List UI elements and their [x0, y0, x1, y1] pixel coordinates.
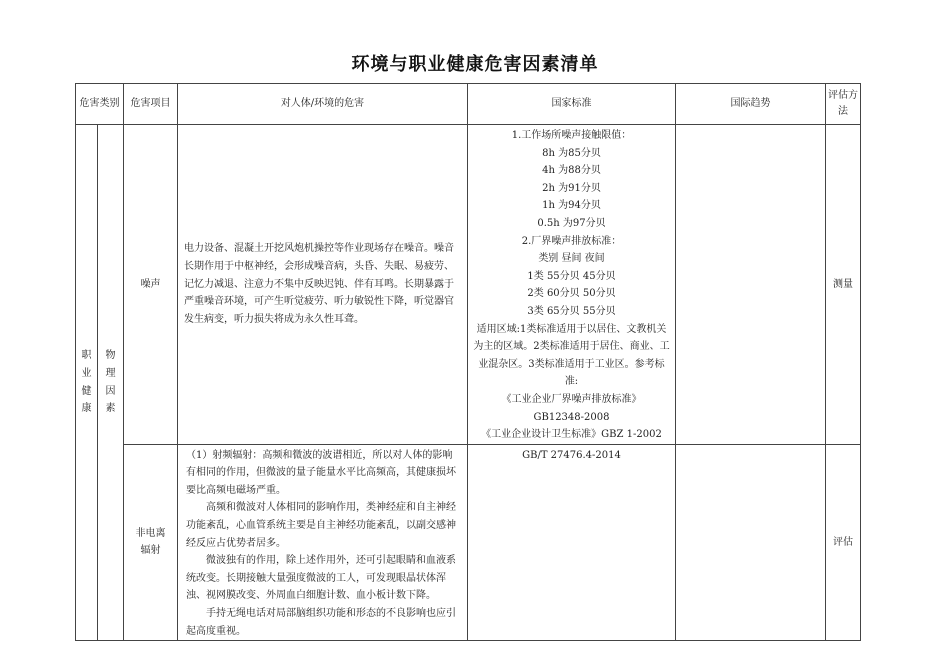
header-harm: 对人体/环境的危害: [178, 84, 468, 125]
radiation-harm-paragraph: 高频和微波对人体相同的影响作用，类神经症和自主神经功能紊乱，心血管系统主要是自主神经功能紊乱，以副交感神经反应占优势者居多。: [186, 502, 456, 549]
header-item: 危害项目: [124, 84, 178, 125]
category-main-char: 康: [81, 403, 92, 415]
radiation-harm-paragraph: 微波独有的作用，除上述作用外，还可引起眼睛和血液系统改变。长期接触大量强度微波的工人，可发现眼晶状体浑浊、视网膜改变、外周血白细胞计数、血小板计数下降。: [186, 555, 456, 602]
radiation-item: [124, 444, 178, 641]
noise-item: 噪声: [124, 125, 178, 445]
radiation-standard: GB/T 27476.4-2014: [468, 444, 676, 641]
category-main-cell: [76, 125, 98, 641]
radiation-harm: [178, 444, 468, 641]
table-row-radiation: [76, 444, 861, 641]
header-row: [76, 84, 861, 125]
noise-standard: [468, 125, 676, 445]
noise-method: 测量: [826, 125, 861, 445]
standard-line: 0.5h 为97分贝: [537, 217, 606, 229]
standard-line: 1h 为94分贝: [542, 200, 601, 212]
category-main-char: 业: [81, 368, 92, 380]
standard-ref: 《工业企业厂界噪声排放标准》: [501, 393, 642, 405]
standard-line: 类别 昼间 夜间: [538, 253, 605, 265]
header-national-standard: 国家标准: [468, 84, 676, 125]
standard-line: 3类 65分贝 55分贝: [527, 305, 616, 317]
radiation-harm-paragraph: （1）射频辐射：高频和微波的波谱相近，所以对人体的影响有相同的作用，但微波的量子能量水平比高频高，其健康损坏要比高频电磁场严重。: [186, 449, 456, 496]
table-row-noise: [76, 125, 861, 445]
noise-international: [676, 125, 826, 445]
hazard-table: [75, 83, 861, 641]
category-main-char: 健: [81, 385, 92, 397]
standard-line: 4h 为88分贝: [542, 165, 601, 177]
category-main-char: 职: [81, 350, 92, 362]
header-method: 评估方法: [826, 84, 861, 125]
standard-line: 2类 60分贝 50分贝: [527, 288, 616, 300]
standard-line: 1.工作场所噪声接触限值：: [511, 130, 632, 141]
standard-note: 适用区域:1类标准适用于以居住、文教机关为主的区域。2类标准适用于居住、商业、工业混杂区。3类标准适用于工业区。参考标准:: [473, 323, 670, 388]
page-title: 环境与职业健康危害因素清单: [351, 54, 599, 75]
standard-ref: GB12348-2008: [533, 411, 610, 423]
header-international-trend: 国际趋势: [676, 84, 826, 125]
category-sub-char: 理: [105, 368, 116, 380]
radiation-international: [676, 444, 826, 641]
radiation-item-line: 非电离: [135, 527, 166, 539]
category-sub-char: 素: [105, 403, 116, 415]
radiation-method: 评估: [826, 444, 861, 641]
category-sub-char: 物: [105, 350, 116, 362]
standard-line: 2h 为91分贝: [542, 182, 601, 194]
category-sub-cell: [98, 125, 124, 641]
standard-ref: 《工业企业设计卫生标准》GBZ 1-2002: [481, 429, 662, 441]
header-category: 危害类别: [76, 84, 124, 125]
radiation-item-line: 辐射: [140, 545, 161, 557]
standard-line: 1类 55分贝 45分贝: [527, 270, 616, 282]
standard-line: 8h 为85分贝: [542, 147, 601, 159]
radiation-harm-paragraph: 手持无绳电话对局部脑组织功能和形态的不良影响也应引起高度重视。: [186, 608, 456, 637]
noise-harm: 电力设备、混凝土开挖风炮机操控等作业现场存在噪音。噪音长期作用于中枢神经，会形成噪音病，头昏、失眠、易疲劳、记忆力减退、注意力不集中反映迟钝、伴有耳鸣。长期暴露于严重噪音环境，可产生听觉疲劳、听力敏锐性下降，听觉器官发生病变，听力损失将成为永久性耳聋。: [178, 125, 468, 445]
standard-line: 2.厂界噪声排放标准：: [521, 235, 622, 247]
category-sub-char: 因: [105, 385, 116, 397]
